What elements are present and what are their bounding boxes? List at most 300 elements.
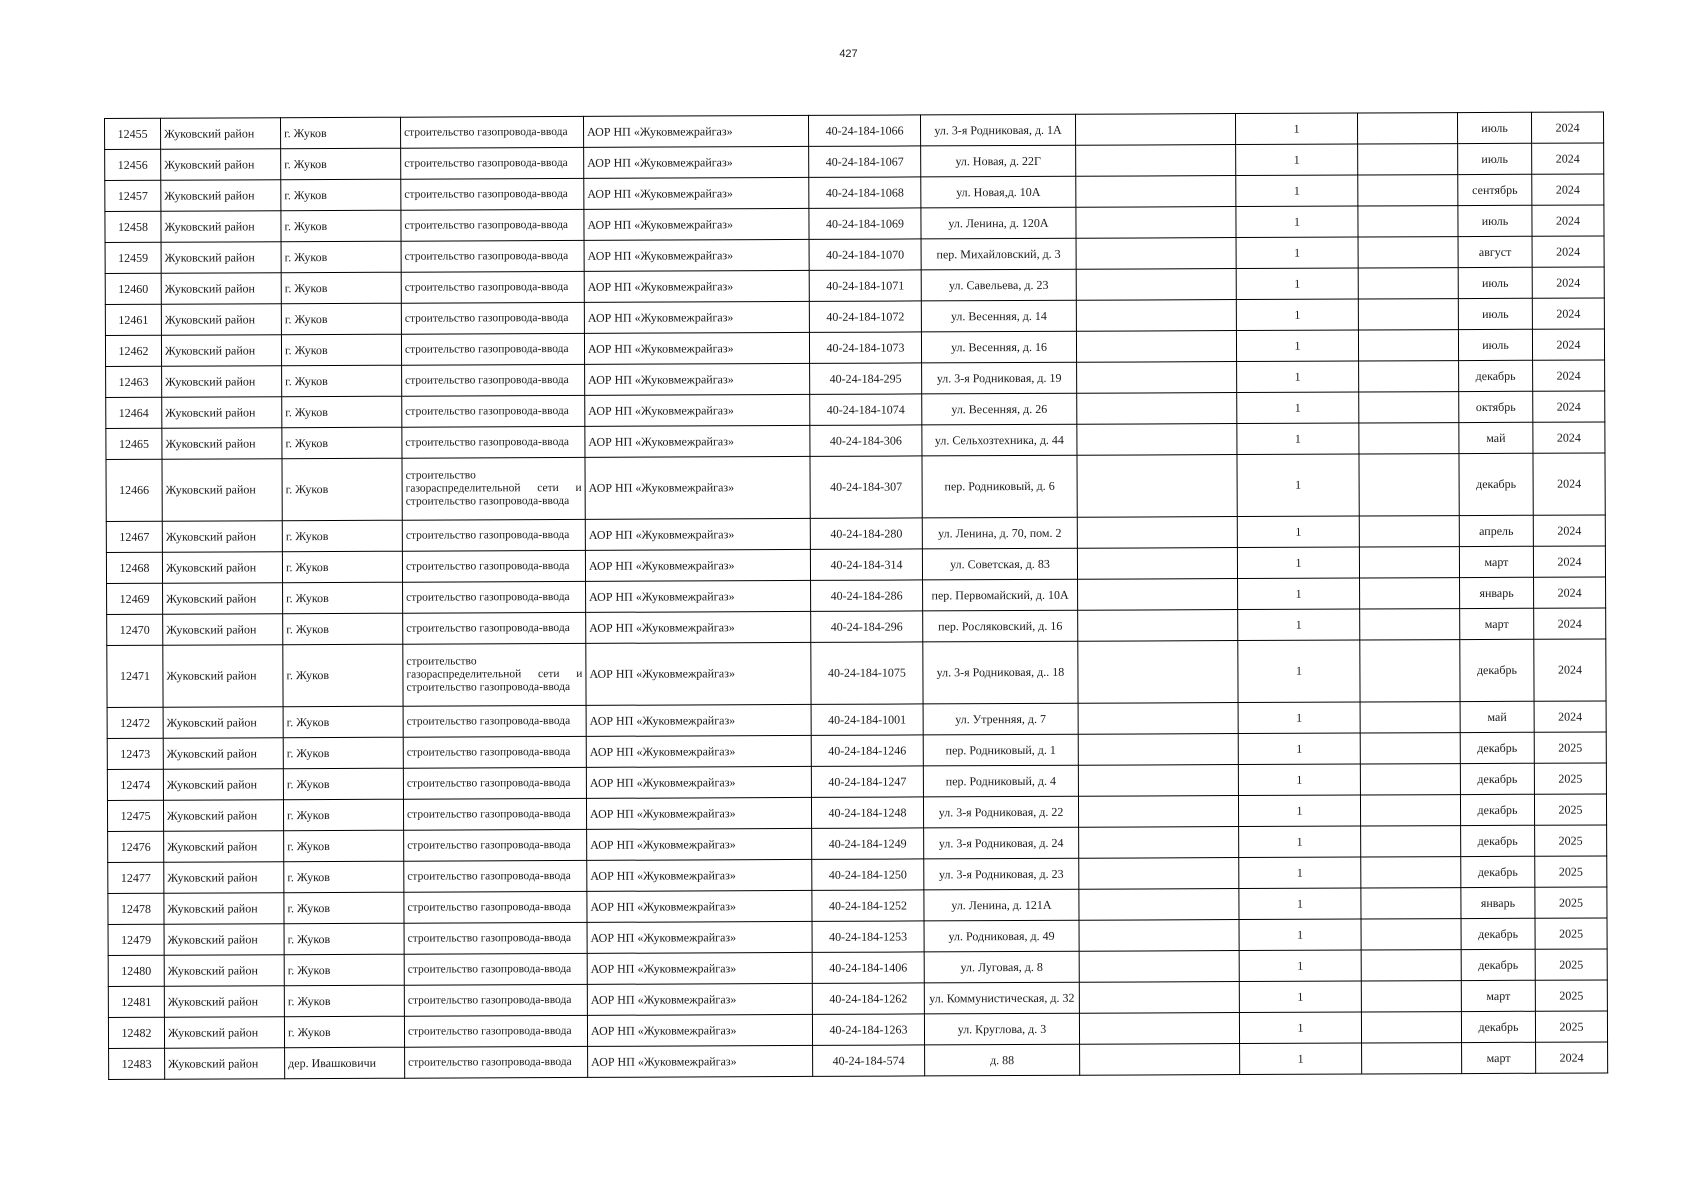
registry-code-cell: 40-24-184-1075 bbox=[811, 642, 923, 704]
empty-cell bbox=[1358, 330, 1458, 361]
empty-cell bbox=[1078, 579, 1238, 611]
address-cell: пер. Родниковый, д. 4 bbox=[923, 765, 1078, 797]
district-cell: Жуковский район bbox=[162, 552, 282, 584]
work-type-cell: строительство газопровода-ввода bbox=[404, 891, 587, 923]
year-cell: 2024 bbox=[1536, 1042, 1608, 1073]
address-cell: ул. 3-я Родниковая, д. 23 bbox=[924, 858, 1079, 890]
locality-cell: г. Жуков bbox=[282, 551, 402, 583]
address-cell: д. 88 bbox=[925, 1044, 1080, 1076]
organization-cell: АОР НП «Жуковмежрайгаз» bbox=[584, 301, 809, 333]
locality-cell: г. Жуков bbox=[282, 520, 402, 552]
organization-cell: АОР НП «Жуковмежрайгаз» bbox=[585, 456, 810, 519]
quantity-cell: 1 bbox=[1238, 578, 1360, 610]
district-cell: Жуковский район bbox=[163, 645, 283, 708]
work-type-cell: строительство газопровода-ввода bbox=[401, 240, 584, 272]
empty-cell bbox=[1077, 393, 1237, 425]
year-cell: 2025 bbox=[1535, 918, 1607, 949]
month-cell: июль bbox=[1458, 143, 1532, 174]
work-type-cell: строительство газопровода-ввода bbox=[401, 302, 584, 334]
registry-code-cell: 40-24-184-1069 bbox=[809, 208, 921, 239]
row-number: 12476 bbox=[108, 831, 164, 862]
locality-cell: г. Жуков bbox=[284, 954, 404, 986]
empty-cell bbox=[1076, 331, 1236, 363]
empty-cell bbox=[1079, 982, 1239, 1014]
empty-cell bbox=[1359, 423, 1459, 454]
work-type-cell: строительство газопровода-ввода bbox=[403, 736, 586, 768]
work-type-cell: строительство газопровода-ввода bbox=[403, 798, 586, 830]
empty-cell bbox=[1361, 981, 1461, 1012]
address-cell: пер. Росляковский, д. 16 bbox=[923, 610, 1078, 642]
quantity-cell: 1 bbox=[1239, 981, 1361, 1013]
month-cell: апрель bbox=[1459, 515, 1533, 546]
quantity-cell: 1 bbox=[1236, 175, 1358, 207]
district-cell: Жуковский район bbox=[163, 614, 283, 646]
row-number: 12458 bbox=[105, 211, 161, 242]
empty-cell bbox=[1358, 144, 1458, 175]
year-cell: 2025 bbox=[1535, 1011, 1607, 1042]
organization-cell: АОР НП «Жуковмежрайгаз» bbox=[585, 518, 810, 550]
address-cell: пер. Первомайский, д. 10А bbox=[923, 579, 1078, 611]
row-number: 12464 bbox=[106, 397, 162, 428]
district-cell: Жуковский район bbox=[163, 800, 283, 832]
locality-cell: г. Жуков bbox=[283, 644, 403, 707]
year-cell: 2024 bbox=[1532, 329, 1604, 360]
month-cell: декабрь bbox=[1459, 453, 1533, 515]
locality-cell: г. Жуков bbox=[282, 458, 402, 521]
registry-code-cell: 40-24-184-296 bbox=[811, 611, 923, 642]
address-cell: ул. Родниковая, д. 49 bbox=[924, 920, 1079, 952]
quantity-cell: 1 bbox=[1239, 826, 1361, 858]
year-cell: 2024 bbox=[1533, 515, 1605, 546]
row-number: 12483 bbox=[109, 1048, 165, 1079]
empty-cell bbox=[1358, 268, 1458, 299]
empty-cell bbox=[1362, 1043, 1462, 1074]
registry-code-cell: 40-24-184-307 bbox=[810, 456, 922, 518]
year-cell: 2024 bbox=[1533, 422, 1605, 453]
district-cell: Жуковский район bbox=[164, 924, 284, 956]
month-cell: июль bbox=[1457, 112, 1531, 143]
registry-code-cell: 40-24-184-1262 bbox=[812, 983, 924, 1014]
year-cell: 2025 bbox=[1534, 763, 1606, 794]
row-number: 12460 bbox=[105, 273, 161, 304]
empty-cell bbox=[1358, 237, 1458, 268]
address-cell: ул. Новая, д. 22Г bbox=[921, 145, 1076, 177]
address-cell: ул. Луговая, д. 8 bbox=[924, 951, 1079, 983]
month-cell: декабрь bbox=[1460, 794, 1534, 825]
month-cell: июль bbox=[1458, 298, 1532, 329]
district-cell: Жуковский район bbox=[162, 459, 282, 522]
empty-cell bbox=[1079, 827, 1239, 859]
address-cell: пер. Родниковый, д. 6 bbox=[922, 455, 1077, 518]
address-cell: пер. Родниковый, д. 1 bbox=[923, 734, 1078, 766]
row-number: 12456 bbox=[105, 149, 161, 180]
quantity-cell: 1 bbox=[1237, 361, 1359, 393]
quantity-cell: 1 bbox=[1237, 516, 1359, 548]
work-type-cell: строительство газопровода-ввода bbox=[403, 767, 586, 799]
quantity-cell: 1 bbox=[1236, 144, 1358, 176]
empty-cell bbox=[1358, 175, 1458, 206]
empty-cell bbox=[1077, 455, 1237, 518]
address-cell: ул. Весенняя, д. 14 bbox=[921, 300, 1076, 332]
month-cell: октябрь bbox=[1459, 391, 1533, 422]
empty-cell bbox=[1358, 299, 1458, 330]
row-number: 12482 bbox=[108, 1017, 164, 1048]
month-cell: март bbox=[1461, 980, 1535, 1011]
district-cell: Жуковский район bbox=[164, 1017, 284, 1049]
registry-code-cell: 40-24-184-1071 bbox=[809, 270, 921, 301]
empty-cell bbox=[1360, 609, 1460, 640]
empty-cell bbox=[1359, 454, 1459, 516]
year-cell: 2025 bbox=[1535, 980, 1607, 1011]
empty-cell bbox=[1079, 920, 1239, 952]
row-number: 12475 bbox=[107, 800, 163, 831]
address-cell: ул. Савельева, д. 23 bbox=[921, 269, 1076, 301]
month-cell: август bbox=[1458, 236, 1532, 267]
organization-cell: АОР НП «Жуковмежрайгаз» bbox=[586, 580, 811, 612]
organization-cell: АОР НП «Жуковмежрайгаз» bbox=[587, 952, 812, 984]
empty-cell bbox=[1359, 392, 1459, 423]
empty-cell bbox=[1360, 640, 1460, 702]
quantity-cell: 1 bbox=[1238, 702, 1360, 734]
empty-cell bbox=[1359, 547, 1459, 578]
registry-code-cell: 40-24-184-1250 bbox=[812, 859, 924, 890]
locality-cell: г. Жуков bbox=[281, 210, 401, 242]
district-cell: Жуковский район bbox=[161, 273, 281, 305]
district-cell: Жуковский район bbox=[161, 180, 281, 212]
quantity-cell: 1 bbox=[1239, 1012, 1361, 1044]
row-number: 12474 bbox=[107, 769, 163, 800]
quantity-cell: 1 bbox=[1237, 423, 1359, 455]
month-cell: март bbox=[1459, 546, 1533, 577]
empty-cell bbox=[1359, 516, 1459, 547]
empty-cell bbox=[1078, 734, 1238, 766]
row-number: 12470 bbox=[107, 614, 163, 645]
quantity-cell: 1 bbox=[1239, 950, 1361, 982]
year-cell: 2024 bbox=[1534, 639, 1606, 701]
locality-cell: г. Жуков bbox=[283, 582, 403, 614]
address-cell: ул. 3-я Родниковая, д. 1А bbox=[920, 114, 1075, 146]
locality-cell: г. Жуков bbox=[284, 830, 404, 862]
empty-cell bbox=[1079, 858, 1239, 890]
organization-cell: АОР НП «Жуковмежрайгаз» bbox=[586, 766, 811, 798]
organization-cell: АОР НП «Жуковмежрайгаз» bbox=[586, 704, 811, 736]
empty-cell bbox=[1360, 702, 1460, 733]
registry-code-cell: 40-24-184-574 bbox=[813, 1045, 925, 1076]
month-cell: март bbox=[1460, 608, 1534, 639]
district-cell: Жуковский район bbox=[163, 769, 283, 801]
empty-cell bbox=[1076, 176, 1236, 208]
address-cell: ул. Ленина, д. 120А bbox=[921, 207, 1076, 239]
empty-cell bbox=[1079, 889, 1239, 921]
row-number: 12457 bbox=[105, 180, 161, 211]
empty-cell bbox=[1078, 765, 1238, 797]
organization-cell: АОР НП «Жуковмежрайгаз» bbox=[584, 146, 809, 178]
organization-cell: АОР НП «Жуковмежрайгаз» bbox=[587, 983, 812, 1015]
year-cell: 2024 bbox=[1532, 298, 1604, 329]
quantity-cell: 1 bbox=[1236, 330, 1358, 362]
organization-cell: АОР НП «Жуковмежрайгаз» bbox=[583, 115, 808, 147]
quantity-cell: 1 bbox=[1237, 392, 1359, 424]
gas-works-table bbox=[104, 111, 1608, 1080]
organization-cell: АОР НП «Жуковмежрайгаз» bbox=[585, 394, 810, 426]
address-cell: ул. Советская, д. 83 bbox=[922, 548, 1077, 580]
month-cell: июль bbox=[1458, 267, 1532, 298]
district-cell: Жуковский район bbox=[162, 366, 282, 398]
quantity-cell: 1 bbox=[1239, 857, 1361, 889]
empty-cell bbox=[1079, 951, 1239, 983]
year-cell: 2024 bbox=[1533, 546, 1605, 577]
quantity-cell: 1 bbox=[1236, 268, 1358, 300]
empty-cell bbox=[1076, 145, 1236, 177]
locality-cell: г. Жуков bbox=[282, 365, 402, 397]
quantity-cell: 1 bbox=[1238, 733, 1360, 765]
year-cell: 2024 bbox=[1532, 205, 1604, 236]
organization-cell: АОР НП «Жуковмежрайгаз» bbox=[587, 921, 812, 953]
work-type-cell: строительство газопровода-ввода bbox=[400, 116, 583, 148]
work-type-cell: строительство газопровода-ввода bbox=[401, 271, 584, 303]
organization-cell: АОР НП «Жуковмежрайгаз» bbox=[587, 890, 812, 922]
organization-cell: АОР НП «Жуковмежрайгаз» bbox=[586, 797, 811, 829]
quantity-cell: 1 bbox=[1235, 113, 1357, 145]
row-number: 12477 bbox=[108, 862, 164, 893]
month-cell: декабрь bbox=[1461, 825, 1535, 856]
empty-cell bbox=[1361, 826, 1461, 857]
month-cell: июль bbox=[1458, 329, 1532, 360]
organization-cell: АОР НП «Жуковмежрайгаз» bbox=[586, 642, 811, 705]
district-cell: Жуковский район bbox=[161, 118, 281, 150]
empty-cell bbox=[1078, 796, 1238, 828]
organization-cell: АОР НП «Жуковмежрайгаз» bbox=[584, 239, 809, 271]
month-cell: май bbox=[1459, 422, 1533, 453]
empty-cell bbox=[1080, 1044, 1240, 1076]
address-cell: ул. 3-я Родниковая, д. 24 bbox=[924, 827, 1079, 859]
organization-cell: АОР НП «Жуковмежрайгаз» bbox=[585, 425, 810, 457]
row-number: 12479 bbox=[108, 924, 164, 955]
address-cell: ул. Ленина, д. 70, пом. 2 bbox=[922, 517, 1077, 549]
year-cell: 2024 bbox=[1533, 360, 1605, 391]
year-cell: 2025 bbox=[1535, 856, 1607, 887]
empty-cell bbox=[1076, 300, 1236, 332]
locality-cell: г. Жуков bbox=[284, 923, 404, 955]
empty-cell bbox=[1076, 269, 1236, 301]
month-cell: декабрь bbox=[1460, 639, 1534, 701]
year-cell: 2024 bbox=[1532, 236, 1604, 267]
empty-cell bbox=[1078, 610, 1238, 642]
work-type-cell: строительство газопровода-ввода bbox=[401, 333, 584, 365]
year-cell: 2024 bbox=[1532, 143, 1604, 174]
month-cell: январь bbox=[1460, 577, 1534, 608]
empty-cell bbox=[1078, 641, 1238, 704]
work-type-cell: строительство газопровода-ввода bbox=[402, 550, 585, 582]
empty-cell bbox=[1077, 362, 1237, 394]
registry-code-cell: 40-24-184-1247 bbox=[811, 766, 923, 797]
district-cell: Жуковский район bbox=[165, 1048, 285, 1080]
organization-cell: АОР НП «Жуковмежрайгаз» bbox=[584, 208, 809, 240]
month-cell: июль bbox=[1458, 205, 1532, 236]
month-cell: декабрь bbox=[1461, 918, 1535, 949]
quantity-cell: 1 bbox=[1236, 237, 1358, 269]
organization-cell: АОР НП «Жуковмежрайгаз» bbox=[587, 859, 812, 891]
year-cell: 2025 bbox=[1534, 732, 1606, 763]
work-type-cell: строительство газопровода-ввода bbox=[404, 922, 587, 954]
row-number: 12459 bbox=[105, 242, 161, 273]
work-type-cell: строительство газопровода-ввода bbox=[403, 705, 586, 737]
work-type-cell: строительство газораспределительной сети и строительство газопровода-ввода bbox=[402, 457, 585, 520]
empty-cell bbox=[1360, 764, 1460, 795]
empty-cell bbox=[1360, 733, 1460, 764]
locality-cell: г. Жуков bbox=[284, 861, 404, 893]
month-cell: декабрь bbox=[1460, 732, 1534, 763]
empty-cell bbox=[1077, 517, 1237, 549]
empty-cell bbox=[1361, 919, 1461, 950]
registry-code-cell: 40-24-184-1068 bbox=[809, 177, 921, 208]
empty-cell bbox=[1076, 207, 1236, 239]
year-cell: 2024 bbox=[1532, 174, 1604, 205]
registry-code-cell: 40-24-184-306 bbox=[810, 425, 922, 456]
work-type-cell: строительство газопровода-ввода bbox=[404, 953, 587, 985]
registry-code-cell: 40-24-184-1073 bbox=[809, 332, 921, 363]
year-cell: 2024 bbox=[1531, 112, 1603, 143]
district-cell: Жуковский район bbox=[164, 862, 284, 894]
empty-cell bbox=[1360, 795, 1460, 826]
locality-cell: г. Жуков bbox=[281, 117, 401, 149]
district-cell: Жуковский район bbox=[162, 397, 282, 429]
month-cell: декабрь bbox=[1460, 763, 1534, 794]
empty-cell bbox=[1361, 1012, 1461, 1043]
year-cell: 2024 bbox=[1534, 608, 1606, 639]
row-number: 12471 bbox=[107, 645, 163, 707]
empty-cell bbox=[1359, 361, 1459, 392]
month-cell: декабрь bbox=[1461, 856, 1535, 887]
work-type-cell: строительство газопровода-ввода bbox=[404, 1015, 587, 1047]
address-cell: ул. 3-я Родниковая, д.. 18 bbox=[923, 641, 1078, 704]
organization-cell: АОР НП «Жуковмежрайгаз» bbox=[586, 735, 811, 767]
registry-code-cell: 40-24-184-286 bbox=[811, 580, 923, 611]
work-type-cell: строительство газопровода-ввода bbox=[402, 519, 585, 551]
row-number: 12455 bbox=[105, 118, 161, 149]
quantity-cell: 1 bbox=[1239, 919, 1361, 951]
empty-cell bbox=[1077, 548, 1237, 580]
locality-cell: дер. Ивашковичи bbox=[285, 1047, 405, 1079]
empty-cell bbox=[1076, 238, 1236, 270]
district-cell: Жуковский район bbox=[161, 211, 281, 243]
work-type-cell: строительство газопровода-ввода bbox=[402, 395, 585, 427]
year-cell: 2025 bbox=[1534, 794, 1606, 825]
registry-code-cell: 40-24-184-280 bbox=[810, 518, 922, 549]
locality-cell: г. Жуков bbox=[283, 768, 403, 800]
empty-cell bbox=[1079, 1013, 1239, 1045]
registry-code-cell: 40-24-184-1248 bbox=[811, 797, 923, 828]
row-number: 12467 bbox=[106, 521, 162, 552]
organization-cell: АОР НП «Жуковмежрайгаз» bbox=[588, 1045, 813, 1077]
row-number: 12468 bbox=[106, 552, 162, 583]
registry-code-cell: 40-24-184-1246 bbox=[811, 735, 923, 766]
work-type-cell: строительство газопровода-ввода bbox=[401, 209, 584, 241]
address-cell: ул. Ленина, д. 121А bbox=[924, 889, 1079, 921]
district-cell: Жуковский район bbox=[164, 986, 284, 1018]
registry-code-cell: 40-24-184-1072 bbox=[809, 301, 921, 332]
locality-cell: г. Жуков bbox=[283, 613, 403, 645]
year-cell: 2024 bbox=[1532, 267, 1604, 298]
work-type-cell: строительство газопровода-ввода bbox=[404, 829, 587, 861]
empty-cell bbox=[1361, 857, 1461, 888]
year-cell: 2025 bbox=[1535, 887, 1607, 918]
address-cell: ул. 3-я Родниковая, д. 22 bbox=[923, 796, 1078, 828]
table-row bbox=[109, 1042, 1608, 1080]
year-cell: 2024 bbox=[1534, 577, 1606, 608]
address-cell: ул. 3-я Родниковая, д. 19 bbox=[922, 362, 1077, 394]
year-cell: 2025 bbox=[1535, 949, 1607, 980]
quantity-cell: 1 bbox=[1237, 547, 1359, 579]
address-cell: ул. Сельхозтехника, д. 44 bbox=[922, 424, 1077, 456]
locality-cell: г. Жуков bbox=[284, 892, 404, 924]
quantity-cell: 1 bbox=[1236, 299, 1358, 331]
quantity-cell: 1 bbox=[1239, 888, 1361, 920]
work-type-cell: строительство газопровода-ввода bbox=[405, 1046, 588, 1078]
registry-code-cell: 40-24-184-295 bbox=[810, 363, 922, 394]
quantity-cell: 1 bbox=[1238, 795, 1360, 827]
work-type-cell: строительство газопровода-ввода bbox=[401, 147, 584, 179]
quantity-cell: 1 bbox=[1240, 1043, 1362, 1075]
work-type-cell: строительство газопровода-ввода bbox=[401, 178, 584, 210]
row-number: 12463 bbox=[106, 366, 162, 397]
registry-code-cell: 40-24-184-1074 bbox=[810, 394, 922, 425]
organization-cell: АОР НП «Жуковмежрайгаз» bbox=[584, 332, 809, 364]
empty-cell bbox=[1360, 578, 1460, 609]
district-cell: Жуковский район bbox=[164, 955, 284, 987]
year-cell: 2024 bbox=[1533, 391, 1605, 422]
address-cell: ул. Весенняя, д. 16 bbox=[921, 331, 1076, 363]
work-type-cell: строительство газопровода-ввода bbox=[402, 364, 585, 396]
work-type-cell: строительство газопровода-ввода bbox=[403, 612, 586, 644]
table-body bbox=[105, 112, 1608, 1080]
work-type-cell: строительство газопровода-ввода bbox=[402, 426, 585, 458]
work-type-cell: строительство газопровода-ввода bbox=[404, 984, 587, 1016]
row-number: 12462 bbox=[105, 335, 161, 366]
quantity-cell: 1 bbox=[1237, 454, 1359, 517]
empty-cell bbox=[1361, 950, 1461, 981]
address-cell: ул. Коммунистическая, д. 32 bbox=[924, 982, 1079, 1014]
locality-cell: г. Жуков bbox=[284, 985, 404, 1017]
organization-cell: АОР НП «Жуковмежрайгаз» bbox=[586, 611, 811, 643]
month-cell: май bbox=[1460, 701, 1534, 732]
row-number: 12466 bbox=[106, 459, 162, 521]
month-cell: январь bbox=[1461, 887, 1535, 918]
quantity-cell: 1 bbox=[1238, 609, 1360, 641]
registry-code-cell: 40-24-184-1249 bbox=[812, 828, 924, 859]
district-cell: Жуковский район bbox=[163, 583, 283, 615]
address-cell: ул. Круглова, д. 3 bbox=[924, 1013, 1079, 1045]
district-cell: Жуковский район bbox=[161, 149, 281, 181]
quantity-cell: 1 bbox=[1238, 640, 1360, 703]
month-cell: сентябрь bbox=[1458, 174, 1532, 205]
district-cell: Жуковский район bbox=[162, 428, 282, 460]
registry-code-cell: 40-24-184-1406 bbox=[812, 952, 924, 983]
registry-code-cell: 40-24-184-1067 bbox=[809, 146, 921, 177]
row-number: 12461 bbox=[105, 304, 161, 335]
empty-cell bbox=[1077, 424, 1237, 456]
district-cell: Жуковский район bbox=[161, 304, 281, 336]
organization-cell: АОР НП «Жуковмежрайгаз» bbox=[585, 363, 810, 395]
registry-code-cell: 40-24-184-1253 bbox=[812, 921, 924, 952]
district-cell: Жуковский район bbox=[161, 335, 281, 367]
district-cell: Жуковский район bbox=[164, 831, 284, 863]
locality-cell: г. Жуков bbox=[284, 1016, 404, 1048]
registry-code-cell: 40-24-184-1263 bbox=[812, 1014, 924, 1045]
locality-cell: г. Жуков bbox=[281, 303, 401, 335]
table-row bbox=[107, 639, 1606, 708]
work-type-cell: строительство газопровода-ввода bbox=[404, 860, 587, 892]
